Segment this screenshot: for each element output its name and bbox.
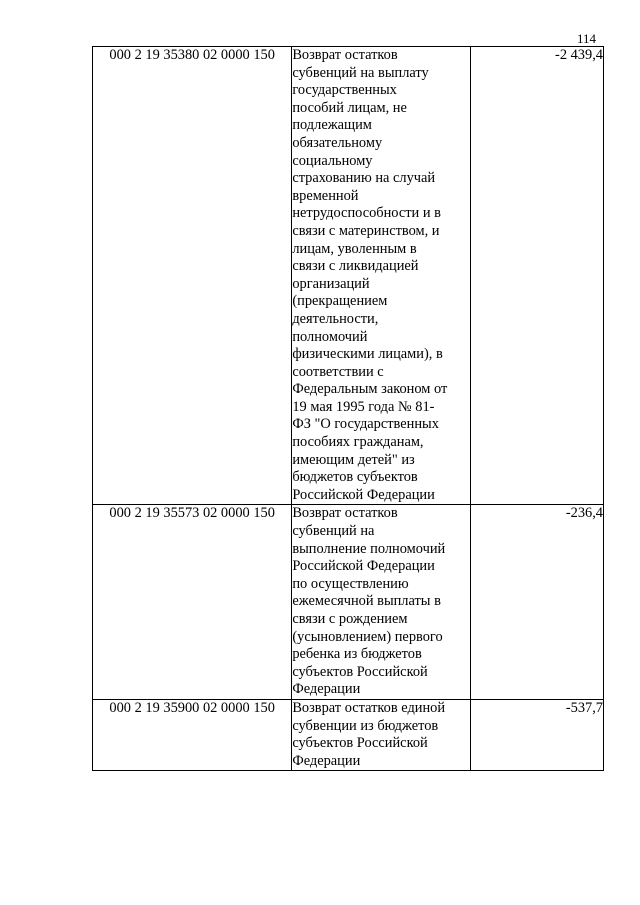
budget-code-cell: 000 2 19 35380 02 0000 150 bbox=[93, 47, 292, 505]
budget-table bbox=[92, 46, 604, 771]
table-row bbox=[93, 505, 604, 700]
budget-code-cell: 000 2 19 35900 02 0000 150 bbox=[93, 699, 292, 770]
budget-name-cell bbox=[292, 699, 471, 770]
budget-name-text: Возврат остатков единой субвенции из бюджетов субъектов Российской Федерации bbox=[292, 699, 446, 769]
budget-name-text: Возврат остатков субвенций на выплату государственных пособий лицам, не подлежащим обязательному социальному страхованию на случай временной нетрудоспособности и в связи с материнством, и лицам, уволенным в связи с ликвидацией организаций (прекращением деятельности, полномочий физическими лицами), в соответствии с Федеральным законом от 19 мая 1995 года № 81- ФЗ "О государственных пособиях гражданам, имеющим детей" из бюджетов субъектов Российской Федерации bbox=[292, 47, 448, 503]
budget-code-cell: 000 2 19 35573 02 0000 150 bbox=[93, 505, 292, 700]
amount-cell: -2 439,4 bbox=[471, 47, 604, 505]
budget-name-text: Возврат остатков субвенций на выполнение полномочий Российской Федерации по осуществлению ежемесячной выплаты в связи с рождением (усыновлением) первого ребенка из бюджетов субъектов Российской Федерации bbox=[292, 505, 446, 698]
amount-cell: -236,4 bbox=[471, 505, 604, 700]
amount-cell: -537,7 bbox=[471, 699, 604, 770]
table-row bbox=[93, 47, 604, 505]
budget-name-cell bbox=[292, 47, 471, 505]
page-number: 114 bbox=[576, 31, 596, 46]
table-row bbox=[93, 699, 604, 770]
budget-name-cell bbox=[292, 505, 471, 700]
